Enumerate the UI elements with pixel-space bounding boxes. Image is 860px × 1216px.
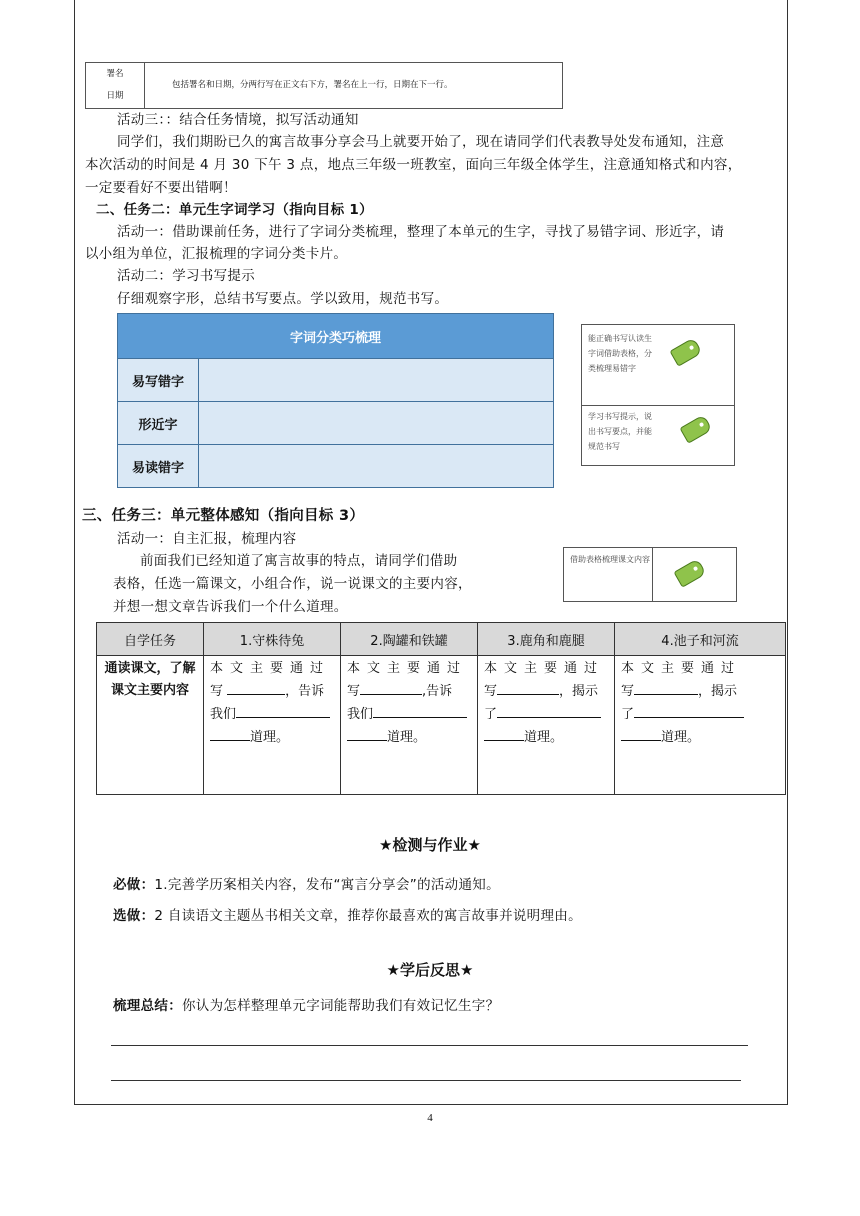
row-label-similar-shape: 形近字	[118, 402, 199, 445]
col-header-lesson4: 4.池子和河流	[615, 623, 786, 656]
activity3-para-3: 一定要看好不要出错啊！	[85, 180, 237, 196]
summary-cell[interactable]: 本文主要通过 写 ，揭示 了 道理。	[478, 656, 615, 795]
task3-act1-title: 活动一：自主汇报，梳理内容	[117, 531, 297, 547]
tag-icon	[679, 414, 712, 444]
tag-icon	[673, 558, 706, 588]
must-do-label: 必做：	[113, 877, 155, 893]
summary-cell[interactable]: 本文主要通过 写 ,告诉 我们 道理。	[341, 656, 478, 795]
activity3-title: 活动三：：结合任务情境，拟写活动通知	[117, 112, 359, 128]
eval-text-1: 能正确书写认读生字词借助表格，分类梳理易错字	[588, 334, 652, 373]
signature-label-2: 日期	[106, 91, 124, 101]
col-header-lesson1: 1.守株待兔	[204, 623, 341, 656]
word-classification-table	[117, 313, 554, 488]
col-header-lesson2: 2.陶罐和铁罐	[341, 623, 478, 656]
page-number: 4	[427, 1112, 433, 1124]
task-label-cell: 通读课文，了解课文主要内容	[97, 656, 204, 795]
eval-text-3: 借助表格梳理课文内容	[570, 555, 650, 564]
word-table-header: 字词分类巧梳理	[118, 314, 554, 359]
signature-label-1: 署名	[106, 69, 124, 79]
task2-act1-line2: 以小组为单位，汇报梳理的字词分类卡片。	[85, 246, 348, 262]
task3-intro-3: 并想一想文章告诉我们一个什么道理。	[113, 599, 348, 615]
word-table-cell[interactable]	[199, 359, 554, 402]
word-table-cell[interactable]	[199, 402, 554, 445]
task3-intro-1: 前面我们已经知道了寓言故事的特点，请同学们借助	[140, 553, 458, 569]
eval-text-2: 学习书写提示，说出书写要点，并能规范书写	[588, 412, 652, 451]
signature-text: 包括署名和日期，分两行写在正文右下方，署名在上一行，日期在下一行。	[172, 80, 453, 90]
row-label-easy-misread: 易读错字	[118, 445, 199, 488]
summary-cell[interactable]: 本文主要通过 写 ，告诉 我们 道理。	[204, 656, 341, 795]
col-header-task: 自学任务	[97, 623, 204, 656]
must-do-text: 1.完善学历案相关内容，发布“寓言分享会”的活动通知。	[154, 877, 500, 893]
task2-act2-title: 活动二：学习书写提示	[117, 268, 255, 284]
task2-heading: 二、任务二：单元生字词学习（指向目标 1）	[96, 202, 373, 218]
task2-act1-line1: 活动一：借助课前任务，进行了字词分类梳理，整理了本单元的生字，寻找了易错字词、形近字，请	[117, 224, 725, 240]
task2-act2-text: 仔细观察字形，总结书写要点。学以致用，规范书写。	[117, 291, 449, 307]
tag-icon	[669, 337, 702, 367]
row-label-easy-miswrite: 易写错字	[118, 359, 199, 402]
optional-text: 2 自读语文主题丛书相关文章，推荐你最喜欢的寓言故事并说明理由。	[154, 908, 582, 924]
evaluation-box-task3	[563, 547, 737, 602]
reflection-question: 你认为怎样整理单元字词能帮助我们有效记忆生字？	[182, 998, 500, 1014]
optional-label: 选做：	[113, 908, 155, 924]
summary-cell[interactable]: 本文主要通过 写 ，揭示 了 道理。	[615, 656, 786, 795]
reflection-label: 梳理总结：	[113, 998, 182, 1014]
evaluation-box-task2	[581, 324, 735, 466]
activity3-para-1: 同学们，我们期盼已久的寓言故事分享会马上就要开始了，现在请同学们代表教导处发布通知，注意	[117, 134, 725, 150]
activity3-para-2: 本次活动的时间是 4 月 30 下午 3 点，地点三年级一班教室，面向三年级全体学生，注意通知格式和内容，	[85, 157, 742, 173]
signature-label-cell	[86, 63, 145, 108]
reflection-title: ★学后反思★	[386, 961, 474, 979]
signature-table	[85, 62, 563, 109]
homework-title: ★检测与作业★	[379, 836, 481, 854]
answer-line-1[interactable]	[111, 1045, 748, 1046]
answer-line-2[interactable]	[111, 1080, 741, 1081]
word-table-cell[interactable]	[199, 445, 554, 488]
self-study-table	[96, 622, 786, 795]
task3-intro-2: 表格，任选一篇课文，小组合作，说一说课文的主要内容，	[113, 576, 472, 592]
task3-heading: 三、任务三：单元整体感知（指向目标 3）	[82, 508, 365, 524]
col-header-lesson3: 3.鹿角和鹿腿	[478, 623, 615, 656]
